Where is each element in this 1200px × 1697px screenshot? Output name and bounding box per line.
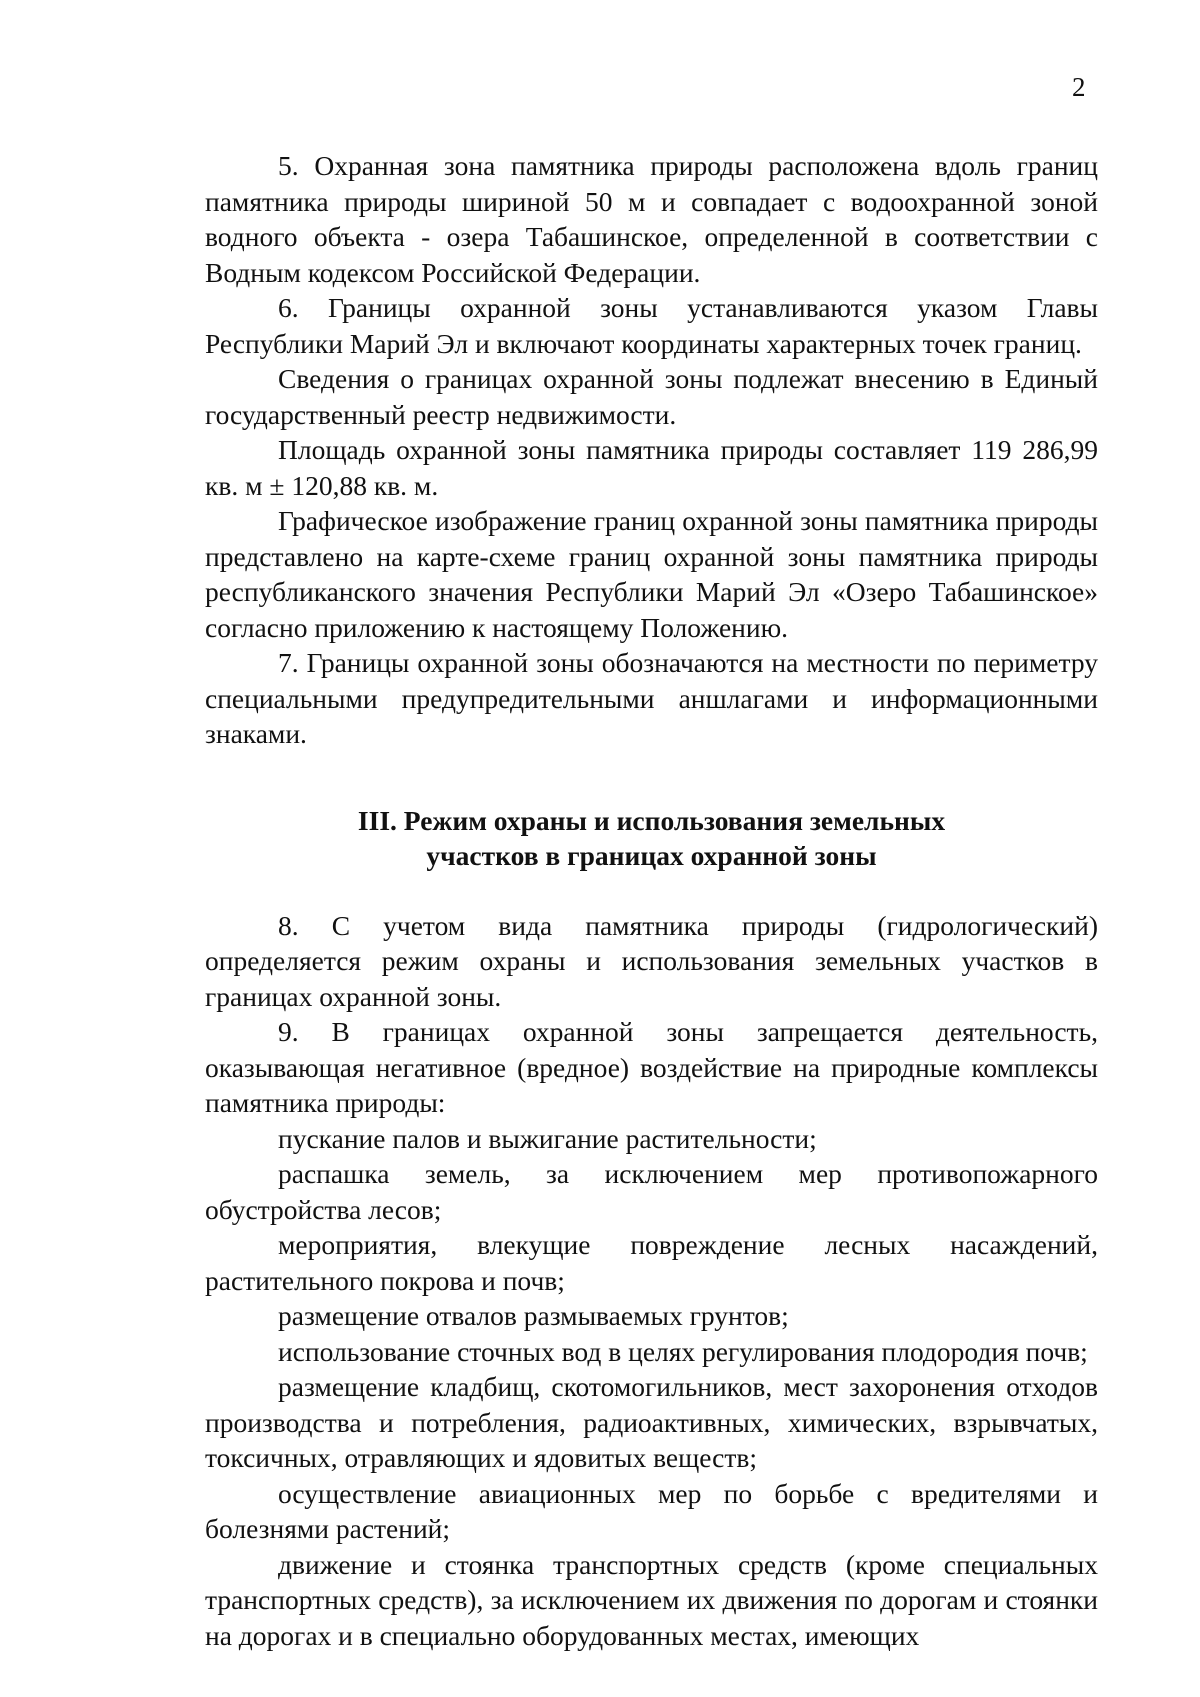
paragraph: Площадь охранной зоны памятника природы составляет 119 286,99 кв. м ± 120,88 кв. м. bbox=[205, 434, 1098, 501]
paragraph: Сведения о границах охранной зоны подлежат внесению в Единый государственный реестр недвижимости. bbox=[205, 363, 1098, 430]
list-item: использование сточных вод в целях регулирования плодородия почв; bbox=[278, 1335, 1088, 1367]
paragraph: Графическое изображение границ охранной зоны памятника природы представлено на карте-схеме границ охранной зоны памятника природы республиканского значения Республики Марий Эл «Озеро Табашинское» согласно приложению к настоящему Положению. bbox=[205, 505, 1098, 643]
page-number: 2 bbox=[1072, 72, 1086, 102]
paragraph: 8. С учетом вида памятника природы (гидрологический) определяется режим охраны и использования земельных участков в границах охранной зоны. bbox=[205, 909, 1098, 1012]
paragraph: 6. Границы охранной зоны устанавливаются указом Главы Республики Марий Эл и включают координаты характерных точек границ. bbox=[205, 292, 1098, 359]
list-item: распашка земель, за исключением мер противопожарного обустройства лесов; bbox=[205, 1158, 1098, 1225]
document-body bbox=[205, 148, 1098, 1653]
paragraph: 7. Границы охранной зоны обозначаются на местности по периметру специальными предупредительными аншлагами и информационными знаками. bbox=[205, 647, 1098, 749]
section-heading-line-2: участков в границах охранной зоны bbox=[426, 840, 877, 871]
list-item: размещение отвалов размываемых грунтов; bbox=[278, 1300, 789, 1331]
list-item: размещение кладбищ, скотомогильников, мест захоронения отходов производства и потребления, радиоактивных, химических, взрывчатых, токсичных, отравляющих и ядовитых веществ; bbox=[205, 1371, 1098, 1473]
section-heading-line-1: III. Режим охраны и использования земельных bbox=[357, 804, 946, 836]
paragraph: 9. В границах охранной зоны запрещается деятельность, оказывающая негативное (вредное) воздействие на природные комплексы памятника природы: bbox=[205, 1016, 1098, 1118]
section-heading bbox=[205, 803, 1098, 874]
list-item: мероприятия, влекущие повреждение лесных насаждений, растительного покрова и почв; bbox=[205, 1229, 1098, 1296]
paragraph: 5. Охранная зона памятника природы расположена вдоль границ памятника природы шириной 50 м и совпадает с водоохранной зоной водного объекта - озера Табашинское, определенной в соответствии с Водным кодексом Российской Федерации. bbox=[205, 150, 1098, 288]
list-item: осуществление авиационных мер по борьбе с вредителями и болезнями растений; bbox=[205, 1477, 1098, 1544]
list-item: движение и стоянка транспортных средств (кроме специальных транспортных средств), за исключением их движения по дорогам и стоянки на дорогах и в специально оборудованных местах, имеющих bbox=[205, 1548, 1098, 1651]
list-item: пускание палов и выжигание растительности; bbox=[278, 1122, 817, 1154]
